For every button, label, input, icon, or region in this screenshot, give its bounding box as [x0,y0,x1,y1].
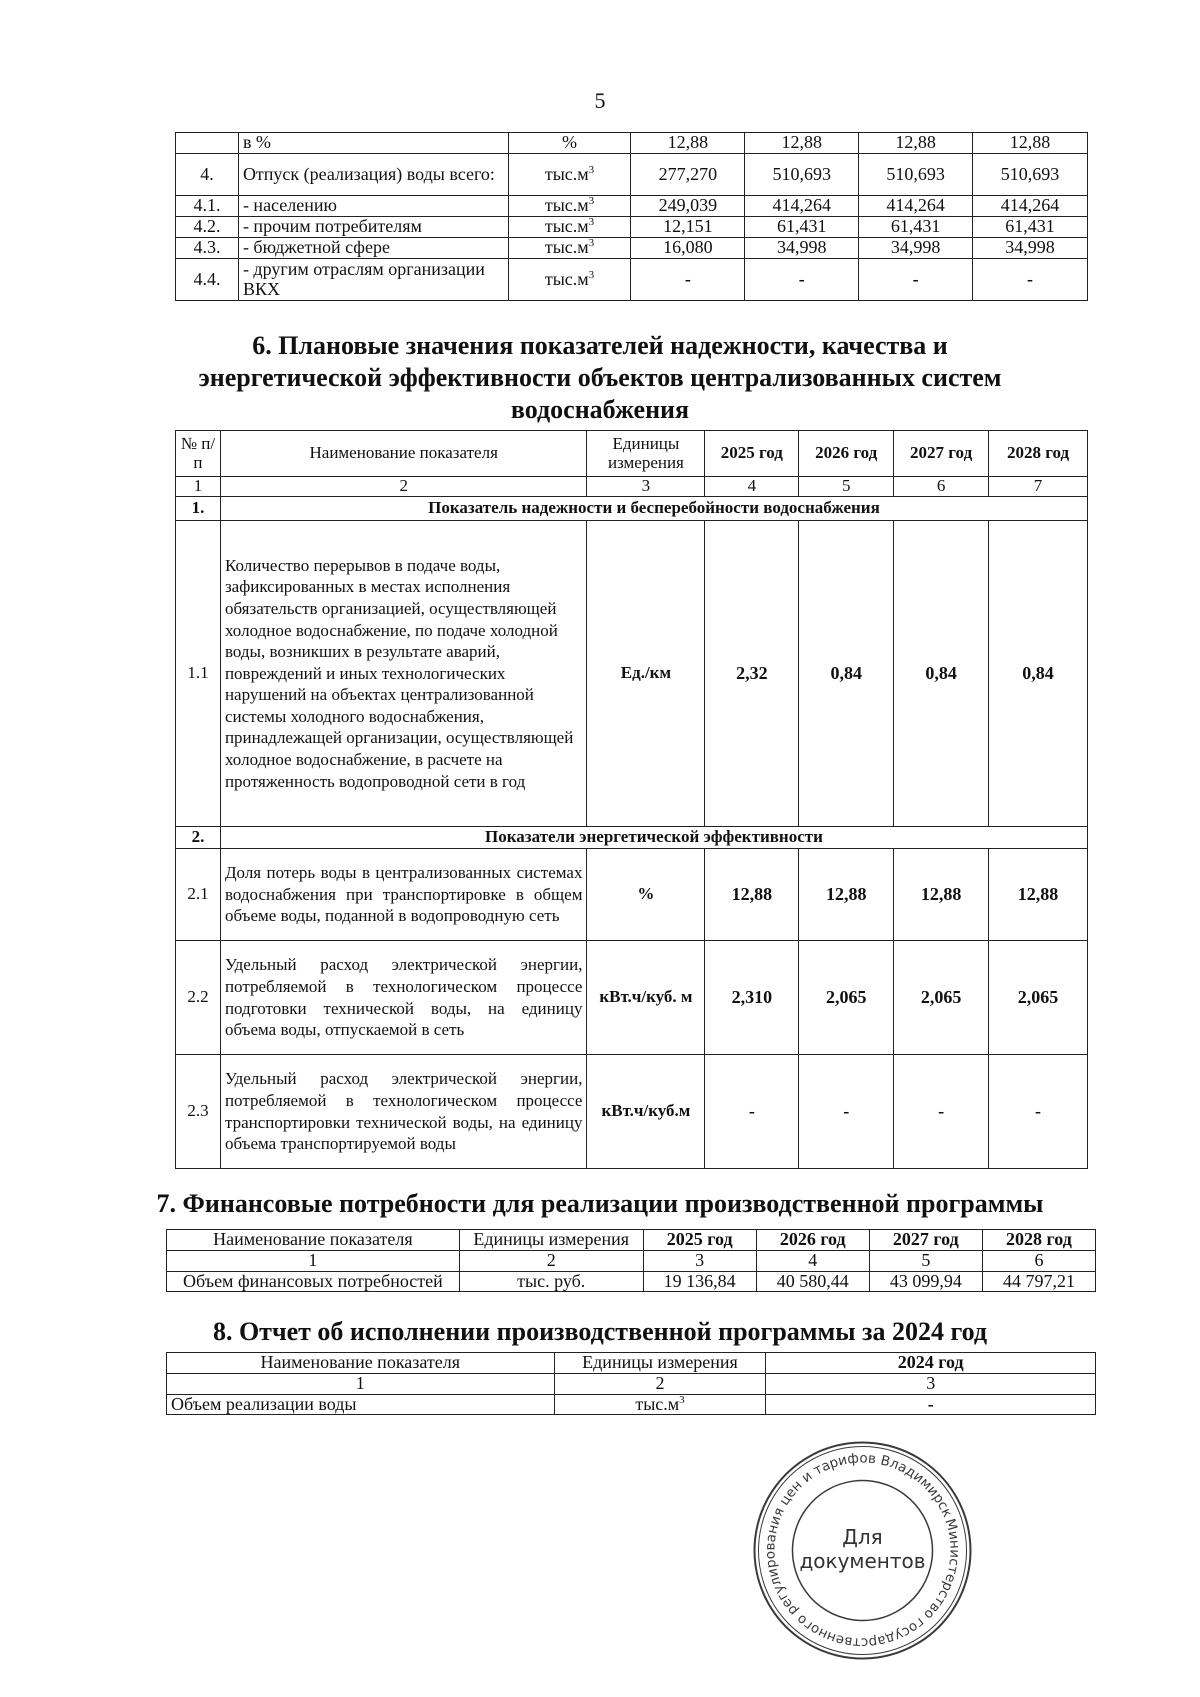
value-cell: 40 580,44 [756,1271,869,1292]
table-row [176,238,1088,259]
header-year: 2026 год [799,431,894,477]
value-cell: 12,88 [973,133,1088,154]
section-7-title: 7. Финансовые потребности для реализации производственной программы [156,1189,1044,1218]
header-number: № п/п [176,431,221,477]
column-number: 4 [705,477,799,497]
stamp-ring-text: Министерство государственного регулирования цен и тарифов Владимирской [762,1450,963,1651]
value-cell: 12,88 [631,133,745,154]
table-row [176,259,1088,301]
section-6-title [0,330,1200,426]
header-unit: Единицы измерения [459,1230,643,1251]
value-cell: 61,431 [973,217,1088,238]
water-release-rows [176,133,1088,301]
value-cell: - [705,1055,799,1169]
row-number: 4. [176,154,239,196]
table-row [167,1394,1096,1415]
section-6-title-line: энергетической эффективности объектов централизованных систем [198,363,1002,392]
stamp-center-line: документов [799,1549,926,1573]
row-number: 2.2 [176,941,221,1055]
value-cell: 19 136,84 [643,1271,756,1292]
value-cell: 510,693 [859,154,973,196]
value-cell: 2,065 [799,941,894,1055]
report-table [166,1352,1096,1415]
table-row [176,196,1088,217]
column-number: 7 [989,477,1088,497]
column-number: 3 [766,1373,1096,1394]
row-name: в % [238,133,508,154]
value-cell: 12,88 [859,133,973,154]
value-cell: - [989,1055,1088,1169]
row-unit: $тыс.м^3$ [508,238,631,259]
row-unit: % [508,133,631,154]
value-cell: 277,270 [631,154,745,196]
table-header-row [176,431,1088,477]
group-row [176,497,1088,521]
value-cell: 414,264 [973,196,1088,217]
group-title: Показатель надежности и бесперебойности водоснабжения [220,497,1087,521]
column-number: 2 [554,1373,766,1394]
group-number: 1. [176,497,221,521]
financial-needs-table [166,1229,1096,1292]
column-number: 5 [799,477,894,497]
value-cell: 12,151 [631,217,745,238]
header-year: 2025 год [643,1230,756,1251]
row-number [176,133,239,154]
value-cell: - [859,259,973,301]
row-name: Удельный расход электрической энергии, потребляемой в технологическом процессе транспортировки технической воды, на единицу объема транспортируемой воды [220,1055,587,1169]
value-cell: 414,264 [859,196,973,217]
section-6-title-line: 6. Плановые значения показателей надежности, качества и [252,331,948,360]
value-cell: 414,264 [745,196,859,217]
section-6-title-line: водоснабжения [510,395,690,424]
water-release-table [175,132,1088,301]
column-number: 6 [894,477,989,497]
column-number: 1 [167,1373,555,1394]
row-unit: тыс. руб. [459,1271,643,1292]
row-unit: кВт.ч/куб.м [587,1055,705,1169]
value-cell: - [766,1394,1096,1415]
header-year: 2028 год [989,431,1088,477]
value-cell: 34,998 [745,238,859,259]
header-unit: Единицы измерения [587,431,705,477]
header-name: Наименование показателя [167,1230,460,1251]
column-number: 3 [587,477,705,497]
value-cell: 510,693 [745,154,859,196]
value-cell: 0,84 [989,521,1088,827]
indicators-table [175,430,1088,1169]
column-number: 1 [176,477,221,497]
row-unit: кВт.ч/куб. м [587,941,705,1055]
value-cell: 34,998 [973,238,1088,259]
table-row [176,849,1088,941]
value-cell: - [799,1055,894,1169]
value-cell: 12,88 [894,849,989,941]
stamp-center-line: Для [842,1525,883,1549]
header-year: 2027 год [894,431,989,477]
row-name: Доля потерь воды в централизованных системах водоснабжения при транспортировке в общем объеме воды, поданной в водопроводную сеть [220,849,587,941]
row-name: - населению [238,196,508,217]
value-cell: 43 099,94 [869,1271,982,1292]
official-stamp [750,1438,975,1663]
value-cell: 61,431 [859,217,973,238]
value-cell: 0,84 [894,521,989,827]
value-cell: 249,039 [631,196,745,217]
table-row [176,941,1088,1055]
table-header-row [167,1353,1096,1374]
table-row [167,1271,1096,1292]
row-name: Удельный расход электрической энергии, потребляемой в технологическом процессе подготовки технической воды, на единицу объема воды, отпускаемой в сеть [220,941,587,1055]
row-number: 4.1. [176,196,239,217]
table-row [176,521,1088,827]
column-number-row [167,1373,1096,1394]
column-number: 3 [643,1250,756,1271]
row-unit: $тыс.м^3$ [508,154,631,196]
header-year: 2026 год [756,1230,869,1251]
value-cell: - [973,259,1088,301]
value-cell: - [894,1055,989,1169]
row-name: Количество перерывов в подаче воды, зафиксированных в местах исполнения обязательств организацией, осуществляющей холодное водоснабжение, по подаче холодной воды, возникших в результате аварий, повреждений и иных технологических нарушений на объектах централизованной системы холодного водоснабжения, принадлежащей организации, осуществляющей холодное водоснабжение, в расчете на протяженность водопроводной сети в год [220,521,587,827]
table-header-row [167,1230,1096,1251]
header-year: 2027 год [869,1230,982,1251]
row-number: 1.1 [176,521,221,827]
value-cell: 2,310 [705,941,799,1055]
row-name: - прочим потребителям [238,217,508,238]
row-name: - бюджетной сфере [238,238,508,259]
header-name: Наименование показателя [220,431,587,477]
row-name: Объем финансовых потребностей [167,1271,460,1292]
row-name: - другим отраслям организации ВКХ [238,259,508,301]
column-number: 4 [756,1250,869,1271]
header-year: 2025 год [705,431,799,477]
column-number: 5 [869,1250,982,1271]
value-cell: - [631,259,745,301]
table-row [176,154,1088,196]
value-cell: 12,88 [705,849,799,941]
table-row [176,133,1088,154]
value-cell: 61,431 [745,217,859,238]
value-cell: 12,88 [989,849,1088,941]
row-unit: $тыс.м^3$ [554,1394,766,1415]
table-row [176,217,1088,238]
column-number-row [167,1250,1096,1271]
value-cell: 12,88 [799,849,894,941]
value-cell: 510,693 [973,154,1088,196]
header-unit: Единицы измерения [554,1353,766,1374]
column-number: 1 [167,1250,460,1271]
row-number: 4.2. [176,217,239,238]
value-cell: 16,080 [631,238,745,259]
value-cell: 34,998 [859,238,973,259]
row-number: 4.4. [176,259,239,301]
row-unit: $тыс.м^3$ [508,196,631,217]
value-cell: - [745,259,859,301]
group-row [176,827,1088,849]
section-8-title: 8. Отчет об исполнении производственной программы за 2024 год [212,1317,988,1346]
value-cell: 2,065 [894,941,989,1055]
value-cell: 0,84 [799,521,894,827]
row-unit: $тыс.м^3$ [508,217,631,238]
header-year: 2028 год [982,1230,1095,1251]
row-name: Объем реализации воды [167,1394,555,1415]
value-cell: 12,88 [745,133,859,154]
row-number: 4.3. [176,238,239,259]
header-name: Наименование показателя [167,1353,555,1374]
row-unit: % [587,849,705,941]
column-number: 2 [459,1250,643,1271]
row-number: 2.3 [176,1055,221,1169]
page-number: 5 [594,88,606,113]
row-unit: Ед./км [587,521,705,827]
group-title: Показатели энергетической эффективности [220,827,1087,849]
value-cell: 2,32 [705,521,799,827]
row-name: Отпуск (реализация) воды всего: [238,154,508,196]
column-number-row [176,477,1088,497]
column-number: 6 [982,1250,1095,1271]
table-row [176,1055,1088,1169]
value-cell: 2,065 [989,941,1088,1055]
row-number: 2.1 [176,849,221,941]
value-cell: 44 797,21 [982,1271,1095,1292]
row-unit: $тыс.м^3$ [508,259,631,301]
header-year: 2024 год [766,1353,1096,1374]
group-number: 2. [176,827,221,849]
column-number: 2 [220,477,587,497]
